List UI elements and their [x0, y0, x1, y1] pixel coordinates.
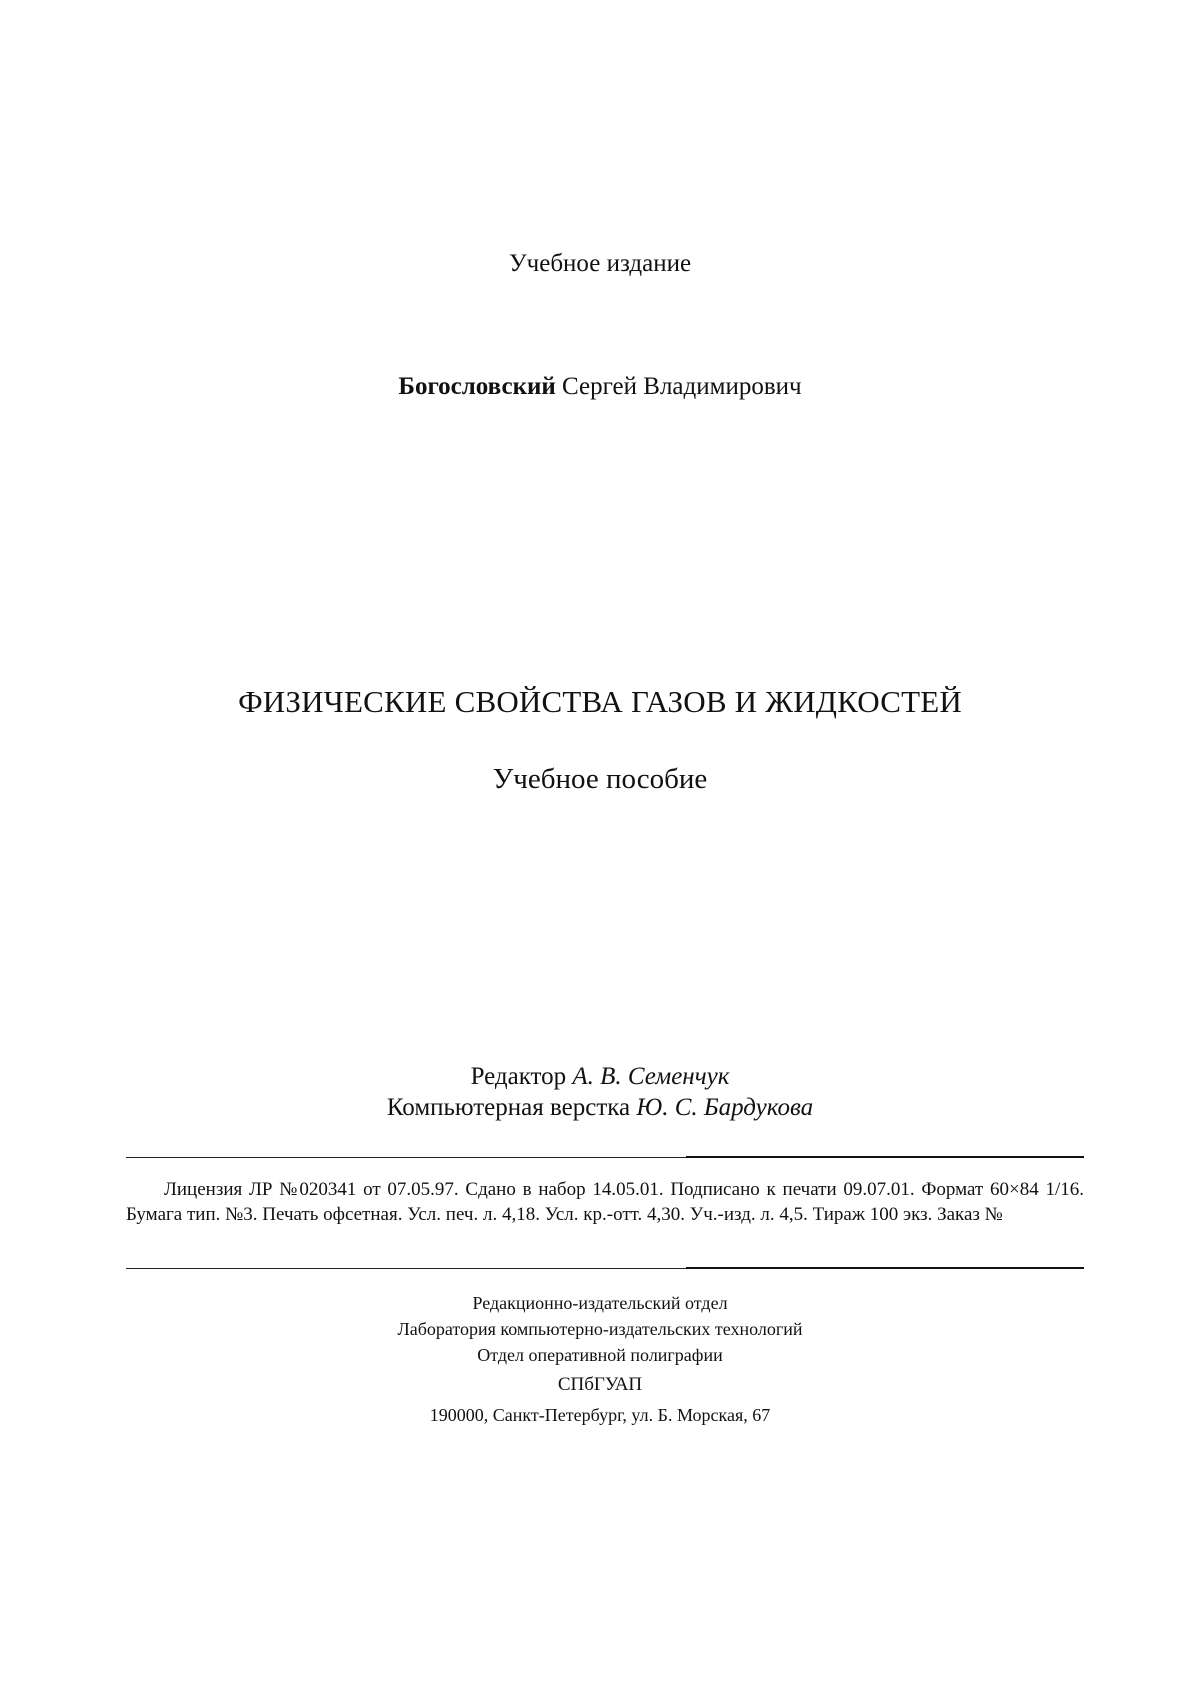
- publisher-department: Редакционно-издательский отдел: [472, 1293, 728, 1313]
- layout-name: Ю. С. Бардукова: [636, 1094, 814, 1121]
- author-given-names: Сергей Владимирович: [562, 373, 802, 400]
- publisher-printing: Отдел оперативной полиграфии: [477, 1345, 723, 1365]
- editor-name: А. В. Семенчук: [572, 1063, 730, 1090]
- editor-credit: [0, 1063, 1200, 1091]
- author-line: [0, 373, 1200, 401]
- editor-label: Редактор: [470, 1063, 567, 1090]
- author-surname: Богословский: [398, 373, 556, 400]
- layout-credit: [0, 1094, 1200, 1122]
- imprint-block: [126, 1177, 1084, 1227]
- layout-label: Компьютерная верстка: [386, 1094, 631, 1121]
- publisher-laboratory: Лаборатория компьютерно-издательских технологий: [397, 1319, 803, 1339]
- imprint-text: Лицензия ЛР №020341 от 07.05.97. Сдано в набор 14.05.01. Подписано к печати 09.07.01. Формат 60×84 1/16. Бумага тип. №3. Печать офсетная. Усл. печ. л. 4,18. Усл. кр.-отт. 4,30. Уч.-изд. л. 4,5. Тираж 100 экз. Заказ №: [126, 1179, 1084, 1225]
- publisher-organization: СПбГУАП: [557, 1374, 643, 1395]
- publisher-address: 190000, Санкт-Петербург, ул. Б. Морская, 67: [429, 1405, 771, 1425]
- book-title: ФИЗИЧЕСКИЕ СВОЙСТВА ГАЗОВ И ЖИДКОСТЕЙ: [238, 684, 962, 719]
- book-subtitle: Учебное пособие: [492, 763, 708, 795]
- edition-type: Учебное издание: [508, 250, 692, 277]
